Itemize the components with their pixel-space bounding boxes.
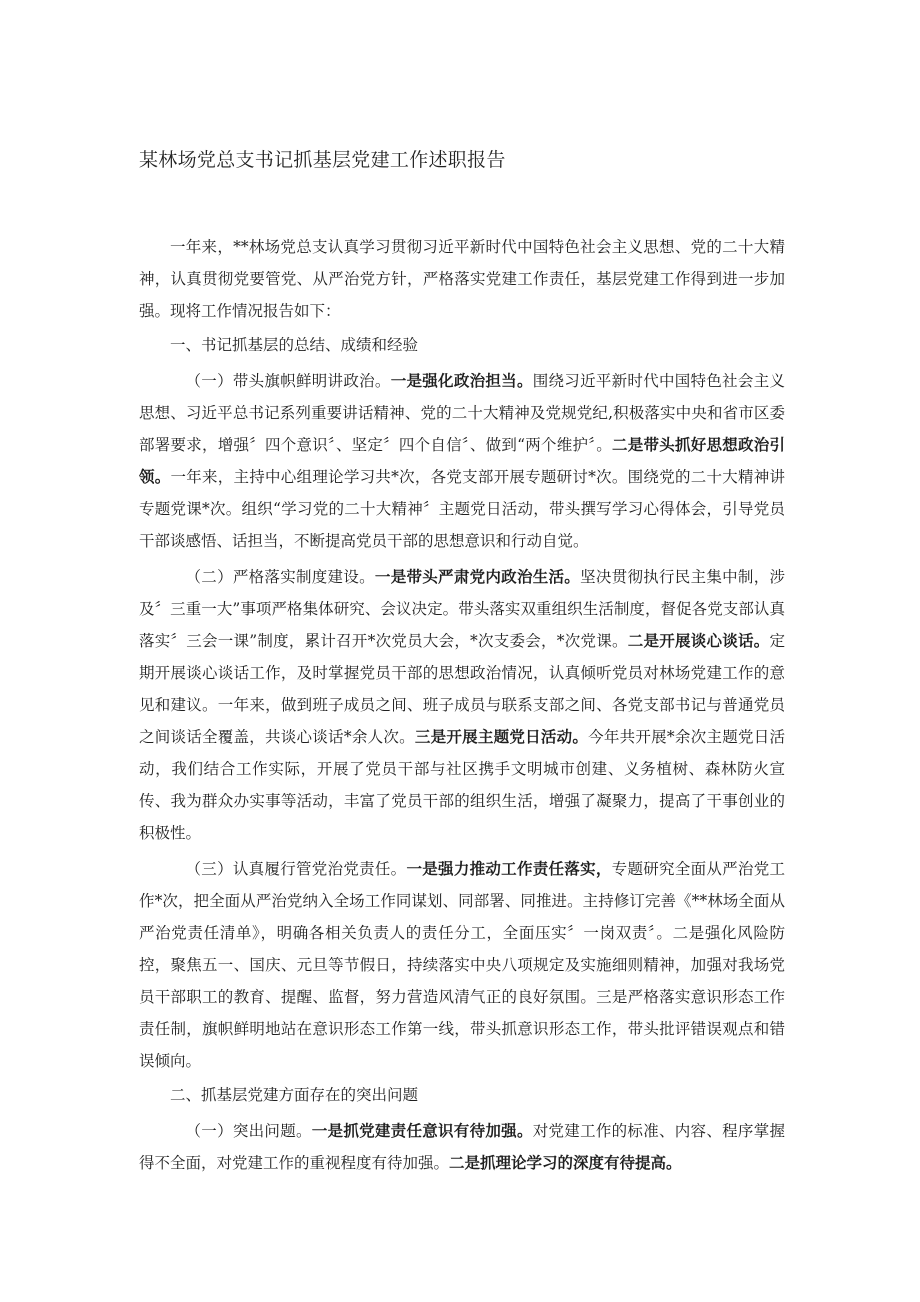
text-1-1-2: 一年来，主持中心组理论学习共*次，各党支部开展专题研讨*次。围绕党的二十大精神讲专题党课*次。组织“学习党的二十大精神〞主题党日活动，带头撰写学习心得体会，引导党员干部谈感悟、话担当，不断提高党员干部的思想意识和行动自觉。 <box>139 468 785 550</box>
sub-heading-2-1: （一）突出问题。 <box>185 1122 312 1140</box>
sub-heading-1-1: （一）带头旗帜鲜明讲政治。 <box>185 372 391 390</box>
key-point-1-1-1: 一是强化政治担当。 <box>390 372 533 390</box>
key-point-1-1-2: 二是带头抓好思想政治引领。 <box>139 436 785 486</box>
sub-heading-1-3: （三）认真履行管党治党责任。 <box>185 860 407 878</box>
document-title: 某林场党总支书记抓基层党建工作述职报告 <box>139 149 506 171</box>
text-1-3-2: 二是强化风险防控，聚焦五一、国庆、元旦等节假日，持续落实中央八项规定及实施细则精神，加强对我场党员干部职工的教育、提醒、监督，努力营造风清气正的良好氛围。 <box>139 924 785 1006</box>
text-1-3-1: 专题研究全面从严治党工作*次，把全面从严治党纳入全场工作同谋划、同部署、同推进。主持修订完善《**林场全面从严治党责任清单》，明确各相关负责人的责任分工，全面压实〞一岗双责〞。 <box>139 860 785 942</box>
section-1-sub-1-paragraph <box>139 365 785 557</box>
text-1-2-3: 今年共开展*余次主题党日活动，我们结合工作实际，开展了党员干部与社区携手文明城市创建、义务植树、森林防火宣传、我为群众办实事等活动，丰富了党员干部的组织生活，增强了凝聚力，提高了干事创业的积极性。 <box>139 728 785 842</box>
section-1-sub-2-paragraph <box>139 561 785 849</box>
key-point-1-2-3: 三是开展主题党日活动。 <box>414 728 589 746</box>
intro-paragraph: 一年来，**林场党总支认真学习贯彻习近平新时代中国特色社会主义思想、党的二十大精神，认真贯彻党要管党、从严治党方针，严格落实党建工作责任，基层党建工作得到进一步加强。现将工作情况报告如下： <box>139 238 785 320</box>
sub-heading-1-2: （二）严格落实制度建设。 <box>185 568 375 586</box>
key-point-2-1-2: 二是抓理论学习的深度有待提高。 <box>449 1154 682 1172</box>
text-1-2-2: 定期开展谈心谈话工作，及时掌握党员干部的思想政治情况，认真倾听党员对林场党建工作的意见和建议。一年来，做到班子成员之间、班子成员与联系支部之间、各党支部书记与普通党员之间谈话全覆盖，共谈心谈话*余人次。 <box>139 632 785 746</box>
section-1-heading: 一、书记抓基层的总结、成绩和经验 <box>170 336 419 354</box>
section-2-sub-1-paragraph <box>139 1115 785 1179</box>
key-point-1-2-1: 一是带头严肃党内政治生活。 <box>374 568 581 586</box>
key-point-1-3-1: 一是强力推动工作责任落实， <box>406 860 612 878</box>
text-2-1-1: 对党建工作的标准、内容、程序掌握得不全面，对党建工作的重视程度有待加强。 <box>139 1122 785 1172</box>
text-1-2-1: 坚决贯彻执行民主集中制，涉及〞三重一大”事项严格集体研究、会议决定。带头落实双重组织生活制度，督促各党支部认真落实〞三会一课”制度，累计召开*次党员大会，*次支委会，*次党课。 <box>139 568 785 650</box>
section-1-sub-3-paragraph <box>139 853 785 1077</box>
text-1-1-1: 围绕习近平新时代中国特色社会主义思想、习近平总书记系列重要讲话精神、党的二十大精神及党规党纪,积极落实中央和省市区委部署要求，增强〞四个意识〞、坚定〞四个自信〞、做到“两个维护〞。 <box>139 372 785 454</box>
key-point-2-1-1: 一是抓党建责任意识有待加强。 <box>311 1122 533 1140</box>
section-2-heading: 二、抓基层党建方面存在的突出问题 <box>170 1086 419 1104</box>
document-body <box>139 231 785 1179</box>
key-point-1-2-2: 二是开展谈心谈话。 <box>627 632 770 650</box>
text-1-3-3: 三是严格落实意识形态工作责任制，旗帜鲜明地站在意识形态工作第一线，带头抓意识形态工作，带头批评错误观点和错误倾向。 <box>139 988 785 1070</box>
